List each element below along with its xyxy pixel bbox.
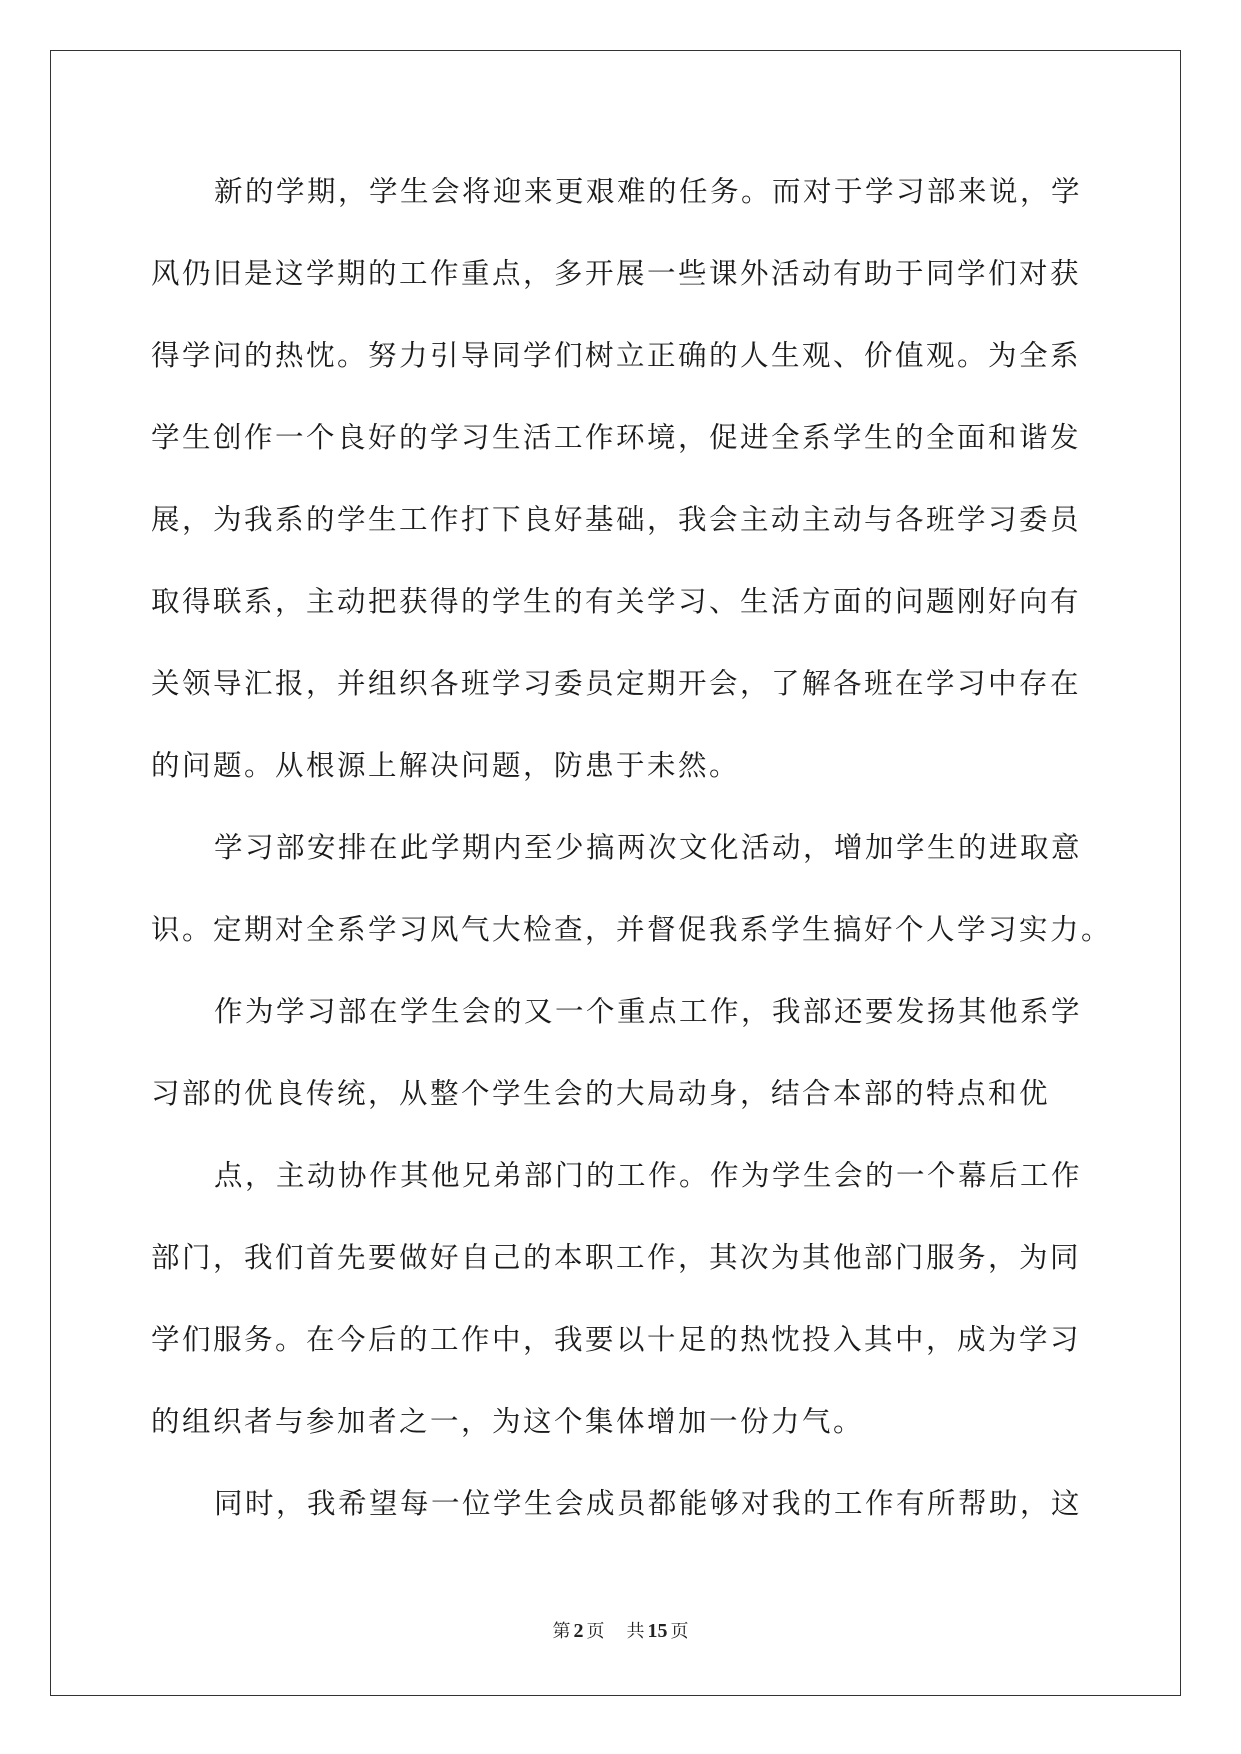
text-line: 点，主动协作其他兄弟部门的工作。作为学生会的一个幕后工作 bbox=[214, 1159, 1083, 1192]
text-line: 作为学习部在学生会的又一个重点工作，我部还要发扬其他系学 bbox=[214, 995, 1083, 1028]
current-page-number: 2 bbox=[573, 1620, 584, 1642]
text-line: 关领导汇报，并组织各班学习委员定期开会，了解各班在学习中存在 bbox=[151, 667, 1082, 700]
text-line: 展，为我系的学生工作打下良好基础，我会主动主动与各班学习委员 bbox=[151, 503, 1082, 536]
text-line: 学生创作一个良好的学习生活工作环境，促进全系学生的全面和谐发 bbox=[151, 421, 1082, 454]
page-prefix: 第 bbox=[552, 1621, 571, 1642]
page-footer bbox=[0, 1617, 1241, 1643]
text-line: 习部的优良传统，从整个学生会的大局动身，结合本部的特点和优 bbox=[151, 1077, 1051, 1110]
text-line: 学们服务。在今后的工作中，我要以十足的热忱投入其中，成为学习 bbox=[151, 1323, 1082, 1356]
text-line: 的组织者与参加者之一，为这个集体增加一份力气。 bbox=[151, 1405, 865, 1438]
text-line: 识。定期对全系学习风气大检查，并督促我系学生搞好个人学习实力。 bbox=[151, 913, 1113, 946]
page-suffix: 页 bbox=[586, 1621, 605, 1642]
text-line: 部门，我们首先要做好自己的本职工作，其次为其他部门服务，为同 bbox=[151, 1241, 1082, 1274]
text-line: 风仍旧是这学期的工作重点，多开展一些课外活动有助于同学们对获 bbox=[151, 257, 1082, 290]
document-body bbox=[151, 162, 1113, 1556]
text-line: 同时，我希望每一位学生会成员都能够对我的工作有所帮助，这 bbox=[214, 1487, 1083, 1520]
total-prefix: 共 bbox=[626, 1621, 645, 1642]
total-page-number: 15 bbox=[647, 1620, 668, 1642]
text-line: 学习部安排在此学期内至少搞两次文化活动，增加学生的进取意 bbox=[214, 831, 1083, 864]
text-line: 新的学期，学生会将迎来更艰难的任务。而对于学习部来说，学 bbox=[214, 175, 1083, 208]
text-line: 得学问的热忱。努力引导同学们树立正确的人生观、价值观。为全系 bbox=[151, 339, 1082, 372]
text-line: 取得联系，主动把获得的学生的有关学习、生活方面的问题刚好向有 bbox=[151, 585, 1082, 618]
text-line: 的问题。从根源上解决问题，防患于未然。 bbox=[151, 749, 741, 782]
total-suffix: 页 bbox=[670, 1621, 689, 1642]
